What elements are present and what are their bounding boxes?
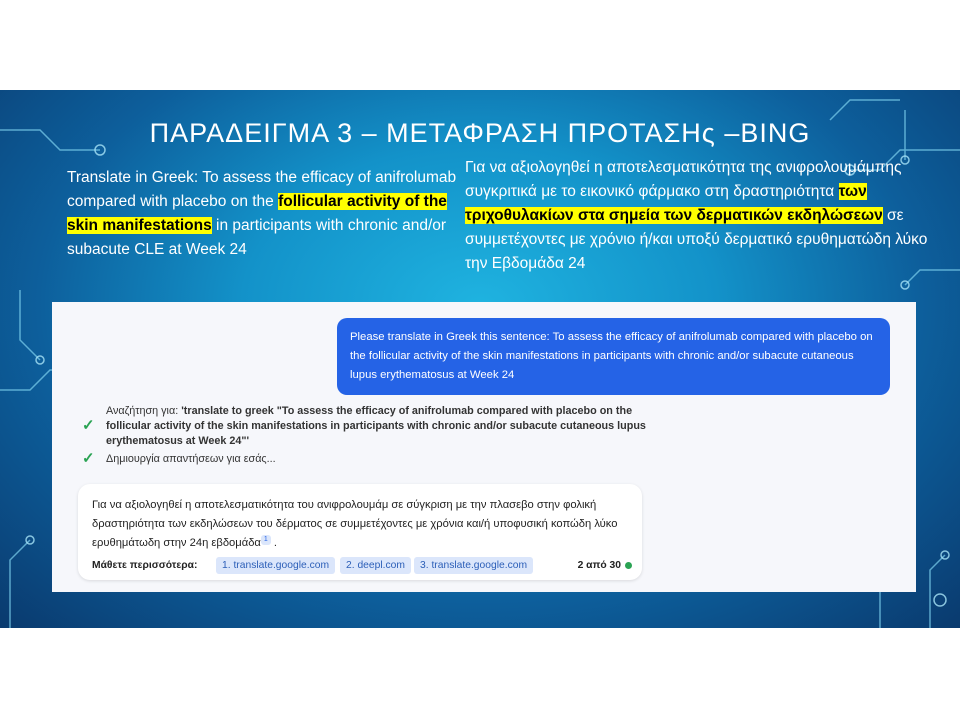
greek-reference-text	[465, 156, 935, 276]
greek-highlight: των τριχοθυλακίων στα σημεία των δερματικών εκδηλώσεων	[465, 183, 883, 224]
response-count	[578, 560, 632, 571]
check-icon: ✓	[82, 417, 95, 434]
answer-text	[92, 496, 628, 553]
source-link-1[interactable]: 1. translate.google.com	[216, 557, 335, 574]
slide-background	[0, 90, 960, 628]
english-highlight: follicular activity of the skin manifestations	[67, 193, 447, 234]
source-link-3[interactable]: 3. translate.google.com	[414, 557, 533, 574]
source-link-2[interactable]: 2. deepl.com	[340, 557, 411, 574]
learn-more-label: Μάθετε περισσότερα:	[92, 560, 198, 571]
greek-text-part1: Για να αξιολογηθεί η αποτελεσματικότητα της ανιφρολουμάμπης συγκριτικά με το εικονικό φάρμακο στη δραστηριότητα	[465, 159, 902, 200]
learn-more-bar	[92, 557, 632, 575]
search-query[interactable]: 'translate to greek "To assess the efficacy of anifrolumab compared with placebo on the follicular activity of the skin manifestations in participants with chronic and/or subacute cutaneous lupus erythematosus at Week 24"'	[106, 405, 646, 447]
search-step-text	[106, 404, 666, 449]
english-text-part2: in participants with chronic and/or subacute CLE at Week 24	[67, 217, 447, 258]
answer-body: Για να αξιολογηθεί η αποτελεσματικότητα του ανιφρολουμάμ σε σύγκριση με την πλασεβο στην φολική δραστηριότητα των εκδηλώσεων του δέρματος σε συμμετέχοντες με χρόνια και/ή υποφυσική κοπώδη λύκο ερυθημάτωδη στην 24η εβδομάδα	[92, 499, 618, 549]
citation-ref[interactable]: 1	[261, 535, 271, 545]
english-source-text	[67, 166, 467, 262]
english-text-part1: Translate in Greek: To assess the efficacy of anifrolumab compared with placebo on the	[67, 169, 457, 210]
answer-end: .	[270, 537, 278, 549]
bing-chat-screenshot	[52, 302, 916, 592]
response-count-text: 2 από 30	[577, 560, 621, 571]
greek-text-part2: σε συμμετέχοντες με χρόνιο ή/και υποξύ δερματικό ερυθηματώδη λύκο την Εβδομάδα 24	[465, 207, 928, 272]
search-label: Αναζήτηση για:	[106, 405, 182, 417]
slide-title: ΠΑΡΑΔΕΙΓΜΑ 3 – ΜΕΤΑΦΡΑΣΗ ΠΡΟΤΑΣΗς –BING	[149, 118, 811, 148]
answer-card	[78, 484, 642, 580]
check-icon: ✓	[82, 450, 95, 467]
user-message-bubble: Please translate in Greek this sentence: To assess the efficacy of anifrolumab compared with placebo on the follicular activity of the skin manifestations in participants with chronic and/or subacute cutaneous lupus erythematosus at Week 24	[337, 318, 890, 395]
status-dot-icon	[625, 562, 632, 569]
generating-text: Δημιουργία απαντήσεων για εσάς...	[106, 453, 276, 465]
